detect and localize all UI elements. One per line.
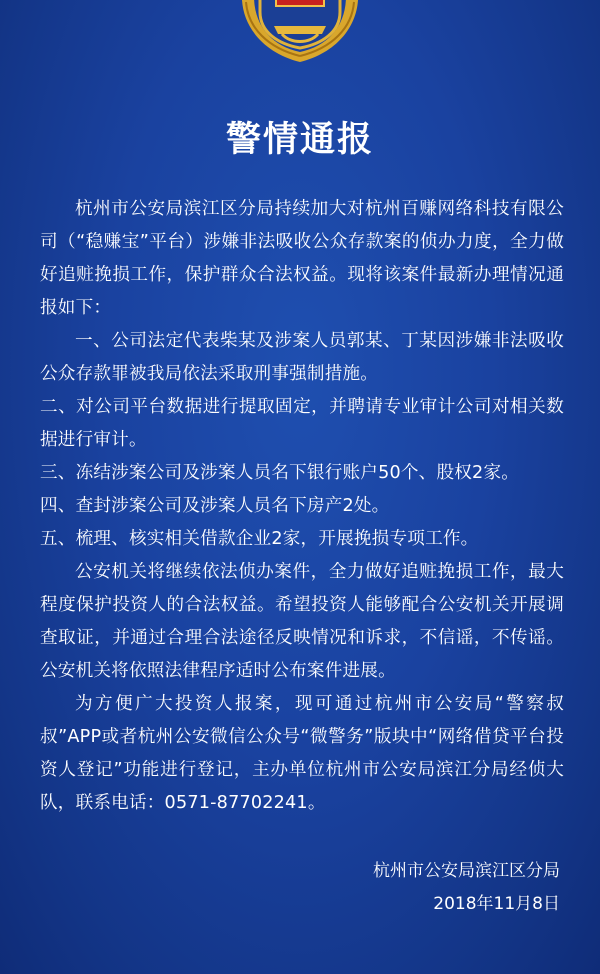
paragraph-item-2: 二、对公司平台数据进行提取固定，并聘请专业审计公司对相关数据进行审计。 [40,397,564,450]
paragraph-contact: 为方便广大投资人报案，现可通过杭州市公安局“警察叔叔”APP或者杭州公安微信公众号“微警务”版块中“网络借贷平台投资人登记”功能进行登记，主办单位杭州市公安局滨江分局经侦大队，联系电话：0571-87702241。 [40,694,564,813]
signature-date: 2018年11月8日 [433,894,560,914]
paragraph-item-5: 五、梳理、核实相关借款企业2家，开展挽损专项工作。 [40,529,479,549]
paragraph-appeal: 公安机关将继续依法侦办案件，全力做好追赃挽损工作，最大程度保护投资人的合法权益。希望投资人能够配合公安机关开展调查取证，并通过合理合法途径反映情况和诉求，不信谣，不传谣。公安机关将依照法律程序适时公布案件进展。 [40,562,564,681]
police-emblem-icon [234,0,366,66]
signature-org: 杭州市公安局滨江区分局 [373,861,560,881]
paragraph-item-1: 一、公司法定代表柴某及涉案人员郭某、丁某因涉嫌非法吸收公众存款罪被我局依法采取刑事强制措施。 [40,331,564,384]
paragraph-item-3: 三、冻结涉案公司及涉案人员名下银行账户50个、股权2家。 [40,463,520,483]
report-body [40,193,564,820]
paragraph-item-4: 四、查封涉案公司及涉案人员名下房产2处。 [40,496,390,516]
paragraph-intro: 杭州市公安局滨江区分局持续加大对杭州百赚网络科技有限公司（“稳赚宝”平台）涉嫌非法吸收公众存款案的侦办力度，全力做好追赃挽损工作，保护群众合法权益。现将该案件最新办理情况通报如下： [40,199,564,318]
signature-block [373,855,560,921]
page-title: 警情通报 [225,120,374,160]
